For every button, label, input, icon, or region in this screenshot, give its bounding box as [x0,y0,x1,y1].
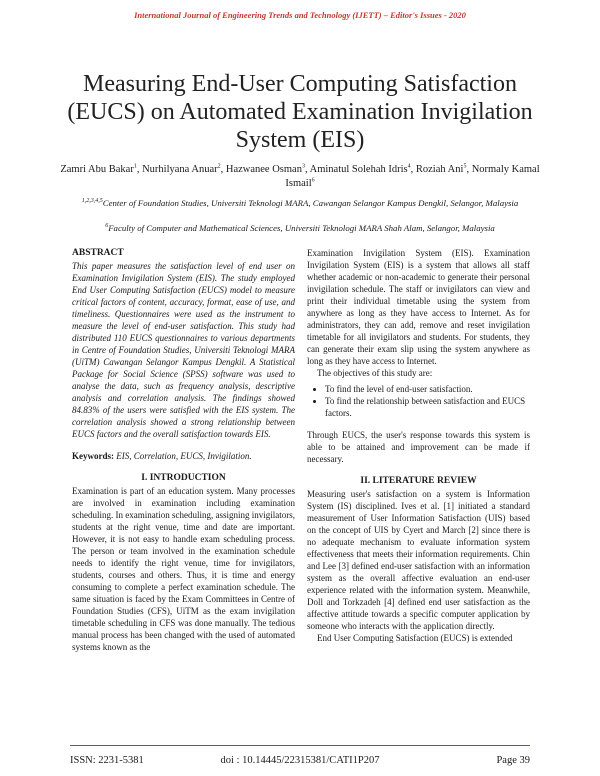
author-sup: 5 [463,163,467,170]
author-name: Nurhilyana Anuar [142,164,218,175]
eucs-response-text: Through EUCS, the user's response towards this system is able to be attained and improvement can be made if necessary. [307,430,530,464]
footer-page-number: Page 39 [496,755,530,766]
keywords-text: EIS, Correlation, EUCS, Invigilation. [116,451,252,461]
author-sup: 6 [311,177,315,184]
literature-review-text: Measuring user's satisfaction on a system is Information System (IS) disciplined. Ives et al. [1] initiated a standard measurement of User Information Satisfaction (UIS) based on the concept of UIS by Cyert and March [2] since there is no adequate mechanism to evaluate information system effectiveness that meets their information requirements. Chin and Lee [3] defined end-user satisfaction with an information system as the overall affective evaluation an end-user experience related with the information system. Meanwhile, Doll and Torkzadeh [4] defined end user satisfaction as the affective attitude towards a specific computer application by someone who interacts with the application directly. [307,489,530,631]
author-name: Hazwanee Osman [225,164,302,175]
left-column [72,247,295,653]
affiliation-sup: 6 [105,223,109,230]
author-sup: 2 [217,163,221,170]
literature-review-text-2: End User Computing Satisfaction (EUCS) is extended [317,633,513,643]
objective-item: • To find the level of end-user satisfaction. [325,383,530,395]
literature-review-heading: II. LITERATURE REVIEW [360,476,477,486]
paper-title: Measuring End-User Computing Satisfaction (EUCS) on Automated Examination Invigilation System (EIS) [67,71,533,153]
author-sup: 3 [301,163,305,170]
author-name: Roziah Ani [415,164,464,175]
affiliation-text: Faculty of Computer and Mathematical Sciences, Universiti Teknologi MARA Shah Alam, Selangor, Malaysia [108,223,495,233]
affiliation-1 [60,197,540,209]
affiliation-text: Center of Foundation Studies, Universiti Teknologi MARA, Cawangan Selangor Kampus Dengkil, Selangor, Malaysia [102,198,519,208]
objectives-list [307,383,530,419]
footer-issn: ISSN: 2231-5381 [70,755,144,766]
abstract-heading: ABSTRACT [72,248,124,258]
author-sup: 4 [407,163,411,170]
footer-doi: doi : 10.14445/22315381/CATI1P207 [220,755,380,766]
introduction-heading: I. INTRODUCTION [141,473,226,483]
keywords [72,450,295,462]
affiliation-sup: 1,2,3,4,5 [81,198,103,205]
author-name: Zamri Abu Bakar [60,164,134,175]
objective-item: • To find the relationship between satisfaction and EUCS factors. [325,395,530,419]
objectives-intro: The objectives of this study are: [317,368,433,378]
introduction-text: Examination is part of an education system. Many processes are involved in examination including examination scheduling. In examination scheduling, assigning invigilators, students at the right venue, time and date are important. However, it is not easy to handle exam scheduling process. The person or team involved in the examination schedule needs to identify the right venue, time for invigilators, students, courses and others. Thus, it is time and energy consuming to complete a perfect examination schedule. The same situation is faced by the Exam Committees in Centre of Foundation Studies (CFS), UiTM as the exam invigilation timetable scheduling in CFS was done manually. The tedious manual process has been changed with the used of automated systems known as the [72,486,295,652]
author-name: Normaly Kamal Ismail [285,164,540,189]
author-sup: 1 [133,163,137,170]
affiliation-2 [60,222,540,234]
footer-divider [70,745,530,746]
author-name: Aminatul Solehah Idris [309,164,408,175]
eis-description: Examination Invigilation System (EIS). Examination Invigilation System (EIS) is a system that allows all staff whether academic or non-academic to generate their personal invigilation schedule. The staff or invigilators can view and print their individual timetable using the system from anywhere as long as they have access to Internet. As for administrators, they can add, remove and reset invigilation timetable for all invigilators and students. For students, they can generate their exam slip using the system anywhere as long as they have access to Internet. [307,248,530,366]
author-list: Zamri Abu Bakar$^1$, Nurhilyana Anuar$^2$, Hazwanee Osman$^3$, Aminatul Solehah Idris$^4$, Roziah Ani$^5$, Normaly Kamal Ismail$^6$ [60,163,540,189]
journal-header: International Journal of Engineering Trends and Technology (IJETT) – Editor's Issues - 2020 [134,10,466,20]
abstract-text: This paper measures the satisfaction level of end user on Examination Invigilation System (EIS). The study employed End User Computing Satisfaction (EUCS) model to measure critical factors of content, accuracy, format, ease of use, and timeliness. Questionnaires were used as the instrument to measure the level of end-user satisfaction. This study had distributed 110 EUCS questionnaires to various departments in Centre of Foundation Studies, Universiti Teknologi MARA (UiTM) Cawangan Selangor Kampus Dengkil. A Statistical Package for Social Science (SPSS) software was used to analyse the data, such as frequency analysis, descriptive analysis and correlation analysis. The findings showed 84.83% of the users were satisfied with the EIS system. The correlation analysis showed a strong relationship between EUCS factors and the overall satisfaction towards EIS. [72,261,295,439]
right-column [307,247,530,644]
keywords-label: Keywords: [72,451,114,461]
